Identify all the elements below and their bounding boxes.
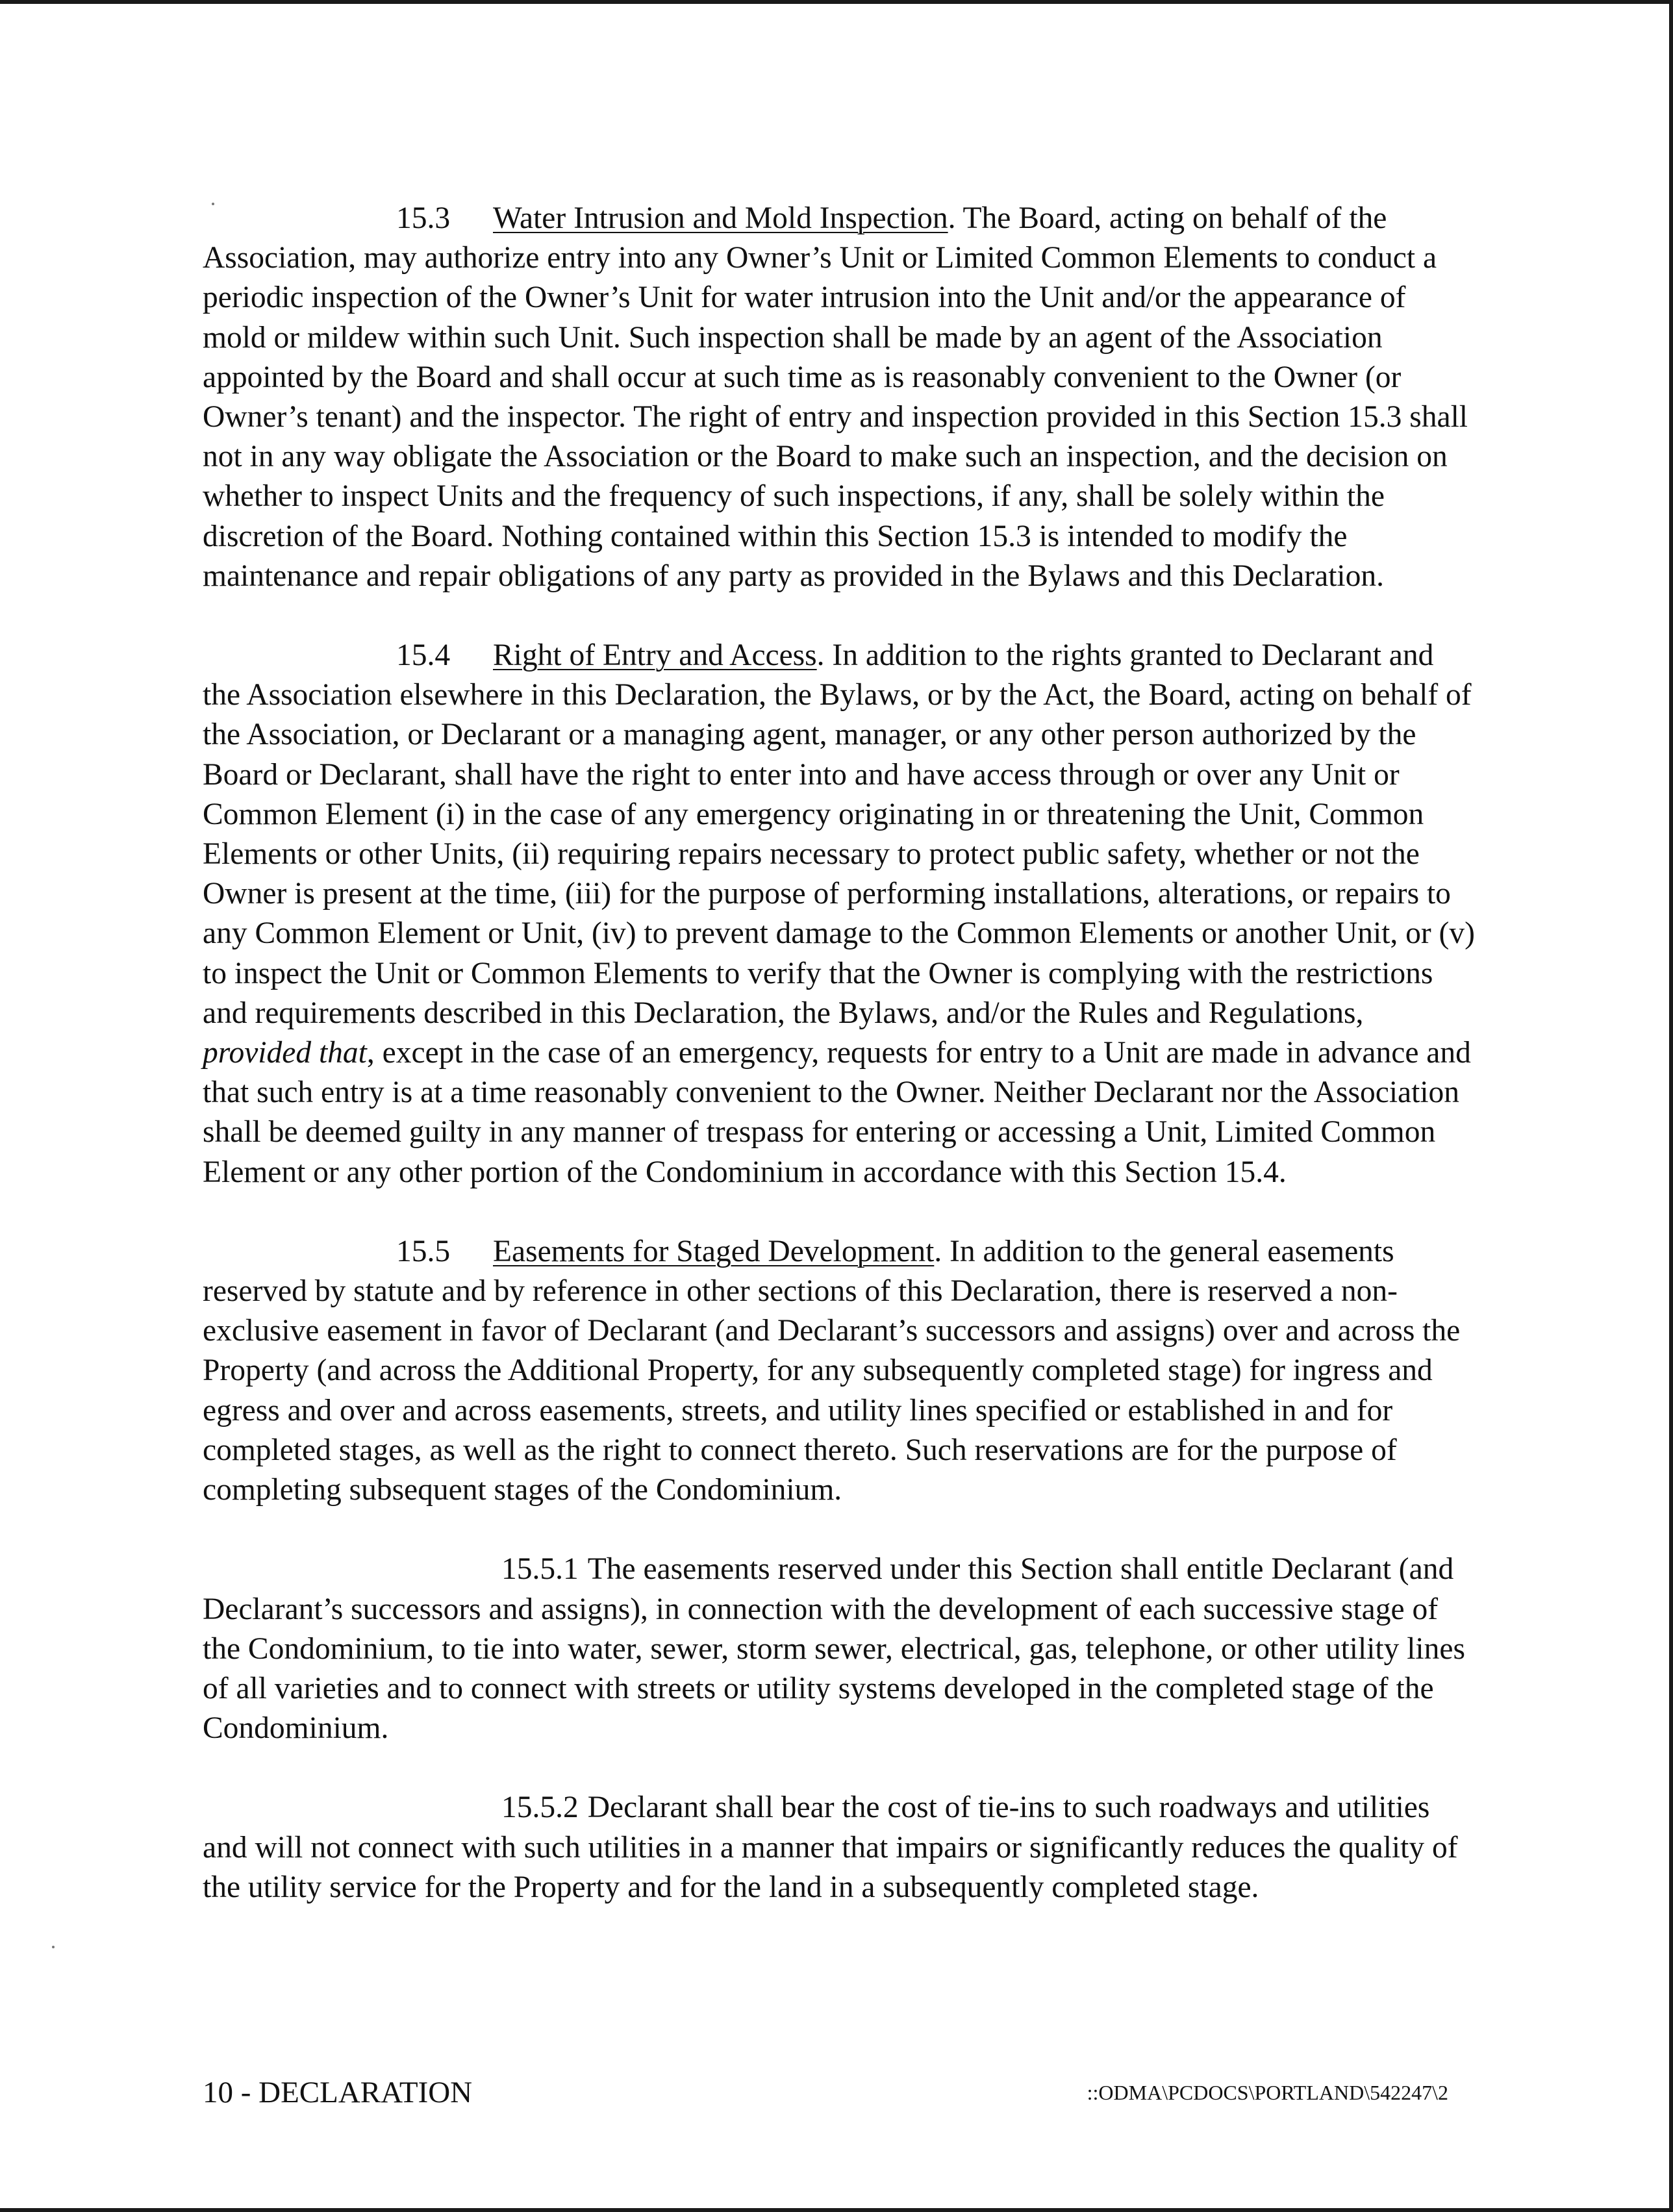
section-15-3-paragraph [203, 199, 1476, 596]
section-number: 15.5 [396, 1234, 451, 1268]
section-text-continued: , except in the case of an emergency, requests for entry to a Unit are made in advance and that such entry is at a time reasonably convenient to the Owner. Neither Declarant nor the Association shall be deemed guilty in any manner of trespass for entering or accessing a Unit, Limited Common Element or any other portion of the Condominium in accordance with this Section 15.4. [203, 1036, 1471, 1189]
footer-doc-path: ::ODMA\PCDOCS\PORTLAND\542247\2 [1087, 2081, 1448, 2104]
subsection-text: Declarant shall bear the cost of tie-ins to such roadways and utilities and will not connect with such utilities in a manner that impairs or significantly reduces the quality of the utility service for the Property and for the land in a subsequently completed stage. [203, 1791, 1458, 1904]
subsection-15-5-2-paragraph [203, 1788, 1476, 1907]
section-text: . In addition to the general easements reserved by statute and by reference in other sections of this Declaration, there is reserved a non-exclusive easement in favor of Declarant (and Declarant’s successors and assigns) over and across the Property (and across the Additional Property, for any subsequently completed stage) for ingress and egress and over and across easements, streets, and utility lines specified or established in and for completed stages, as well as the right to connect thereto. Such reservations are for the purpose of completing subsequent stages of the Condominium. [203, 1234, 1461, 1507]
section-number: 15.3 [396, 201, 451, 235]
section-heading: Right of Entry and Access [493, 638, 817, 673]
section-heading: Easements for Staged Development [493, 1234, 935, 1268]
section-number: 15.4 [396, 638, 451, 673]
scan-speck [52, 1946, 55, 1948]
subsection-text: The easements reserved under this Section shall entitle Declarant (and Declarant’s successors and assigns), in connection with the development of each successive stage of the Condominium, to tie into water, sewer, storm sewer, electrical, gas, telephone, or other utility lines of all varieties and to connect with streets or utility systems developed in the completed stage of the Condominium. [203, 1552, 1465, 1746]
subsection-15-5-1-paragraph [203, 1550, 1476, 1748]
section-15-4-paragraph [203, 636, 1476, 1192]
subsection-number: 15.5.1 [501, 1552, 579, 1587]
section-text: . In addition to the rights granted to Declarant and the Association elsewhere in this Declaration, the Bylaws, or by the Act, the Board, acting on behalf of the Association, or Declarant or a managing agent, manager, or any other person authorized by the Board or Declarant, shall have the right to enter into and have access through or over any Unit or Common Element (i) in the case of any emergency originating in or threatening the Unit, Common Elements or other Units, (ii) requiring repairs necessary to protect public safety, whether or not the Owner is present at the time, (iii) for the purpose of performing installations, alterations, or repairs to any Common Element or Unit, (iv) to prevent damage to the Common Elements or another Unit, or (v) to inspect the Unit or Common Elements to verify that the Owner is complying with the restrictions and requirements described in this Declaration, the Bylaws, and/or the Rules and Regulations, [203, 638, 1475, 1030]
document-body [203, 199, 1476, 1947]
footer-page-label: 10 - DECLARATION [203, 2076, 473, 2109]
section-heading: Water Intrusion and Mold Inspection [493, 201, 948, 235]
italic-phrase: provided that [203, 1036, 367, 1070]
section-text: . The Board, acting on behalf of the Association, may authorize entry into any Owner’s Unit or Limited Common Elements to conduct a periodic inspection of the Owner’s Unit for water intrusion into the Unit and/or the appearance of mold or mildew within such Unit. Such inspection shall be made by an agent of the Association appointed by the Board and shall occur at such time as is reasonably convenient to the Owner (or Owner’s tenant) and the inspector. The right of entry and inspection provided in this Section 15.3 shall not in any way obligate the Association or the Board to make such an inspection, and the decision on whether to inspect Units and the frequency of such inspections, if any, shall be solely within the discretion of the Board. Nothing contained within this Section 15.3 is intended to modify the maintenance and repair obligations of any party as provided in the Bylaws and this Declaration. [203, 201, 1468, 593]
subsection-number: 15.5.2 [501, 1791, 579, 1825]
section-15-5-paragraph [203, 1232, 1476, 1510]
